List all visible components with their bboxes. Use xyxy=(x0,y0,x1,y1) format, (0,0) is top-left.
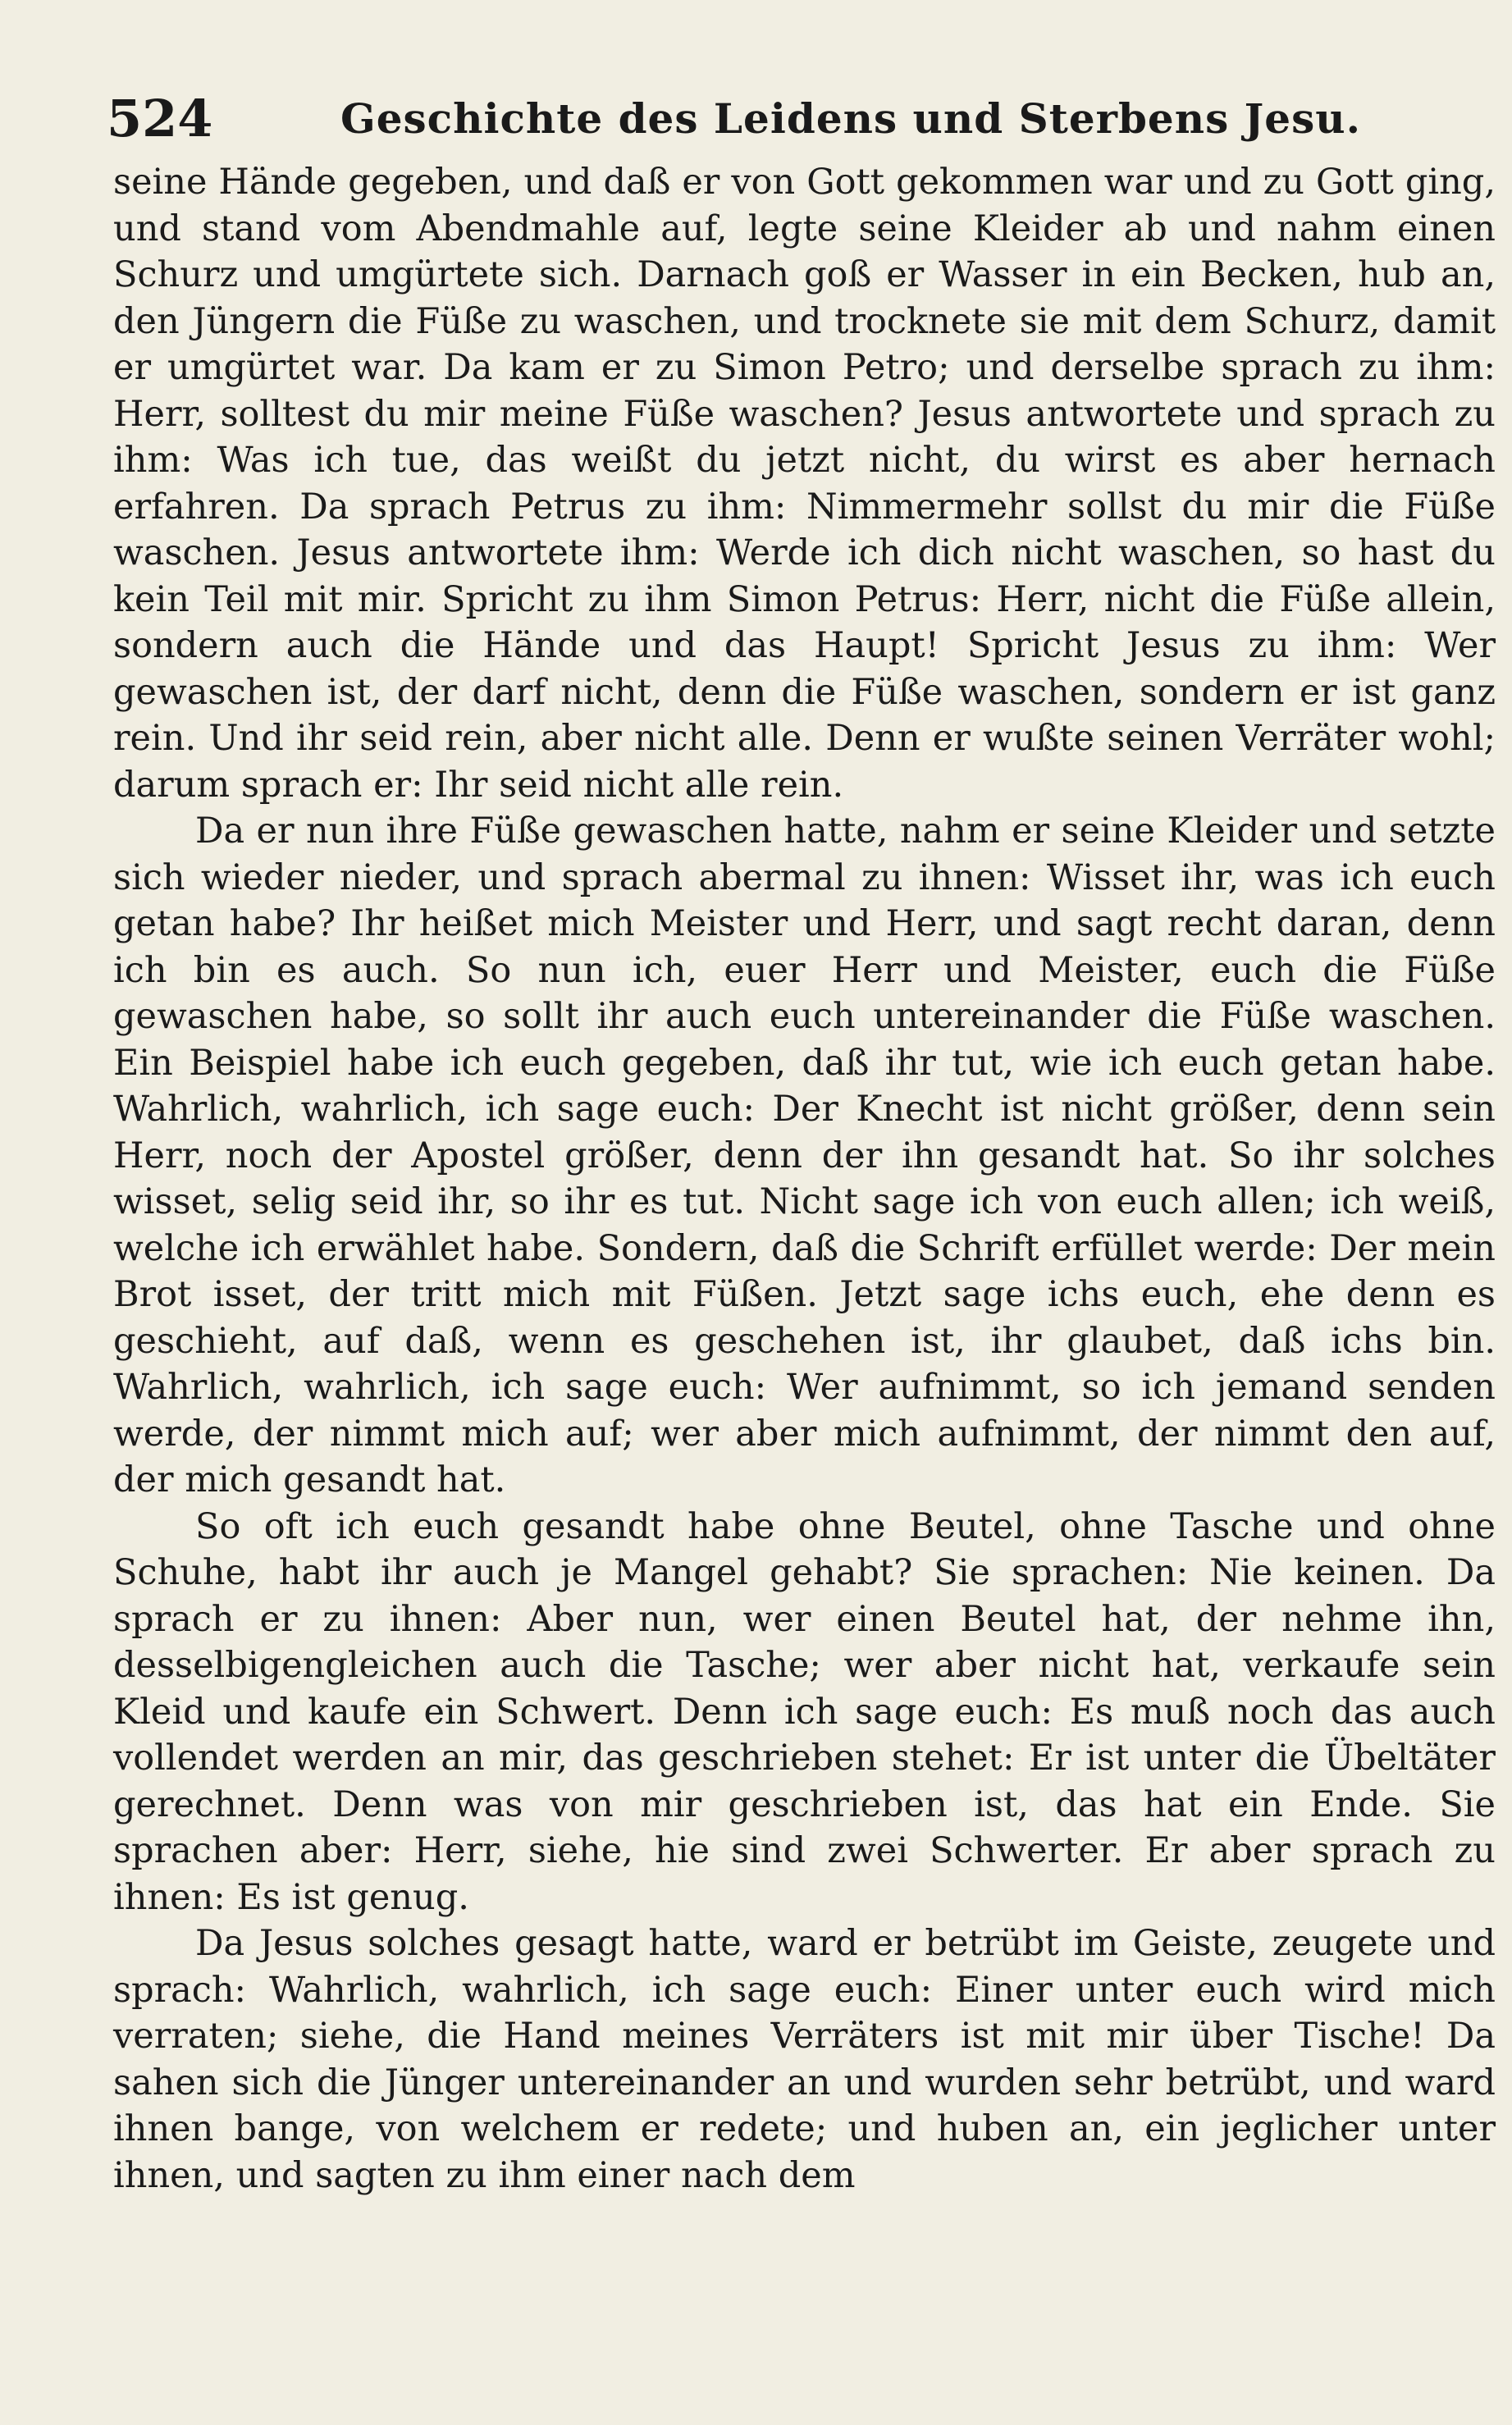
paragraph-4: Da Jesus solches gesagt hatte, ward er betrübt im Geiste, zeugete und sprach: Wahrlich, wahrlich, ich sage euch: Einer unter euch wird mich verraten; siehe, die Hand meines Verräters ist mit mir über Tische! Da sahen sich die Jünger untereinander an und wurden sehr betrübt, und ward ihnen bange, von welchem er redete; und huben an, ein jeglicher unter ihnen, und sagten zu ihm einer nach dem xyxy=(113,1923,1496,2196)
paragraph-1: seine Hände gegeben, und daß er von Gott gekommen war und zu Gott ging, und stand vom Abendmahle auf, legte seine Kleider ab und nahm einen Schurz und umgürtete sich. Darnach goß er Wasser in ein Becken, hub an, den Jüngern die Füße zu waschen, und trocknete sie mit dem Schurz, damit er umgürtet war. Da kam er zu Simon Petro; und derselbe sprach zu ihm: Herr, solltest du mir meine Füße waschen? Jesus antwortete und sprach zu ihm: Was ich tue, das weißt du jetzt nicht, du wirst es aber hernach erfahren. Da sprach Petrus zu ihm: Nimmermehr sollst du mir die Füße waschen. Jesus antwortete ihm: Werde ich dich nicht waschen, so hast du kein Teil mit mir. Spricht zu ihm Simon Petrus: Herr, nicht die Füße allein, sondern auch die Hände und das Haupt! Spricht Jesus zu ihm: Wer gewaschen ist, der darf nicht, denn die Füße waschen, sondern er ist ganz rein. Und ihr seid rein, aber nicht alle. Denn er wußte seinen Verräter wohl; darum sprach er: Ihr seid nicht alle rein. xyxy=(113,162,1496,806)
paragraph-3: So oft ich euch gesandt habe ohne Beutel, ohne Tasche und ohne Schuhe, habt ihr auch je Mangel gehabt? Sie sprachen: Nie keinen. Da sprach er zu ihnen: Aber nun, wer einen Beutel hat, der nehme ihn, desselbigengleichen auch die Tasche; wer aber nicht hat, verkaufe sein Kleid und kaufe ein Schwert. Denn ich sage euch: Es muß noch das auch vollendet werden an mir, das geschrieben stehet: Er ist unter die Übeltäter gerechnet. Denn was von mir geschrieben ist, das hat ein Ende. Sie sprachen aber: Herr, siehe, hie sind zwei Schwerter. Er aber sprach zu ihnen: Es ist genug. xyxy=(113,1505,1496,1918)
page-number: 524 xyxy=(107,89,213,148)
paragraph-2: Da er nun ihre Füße gewaschen hatte, nahm er seine Kleider und setzte sich wieder nieder, und sprach abermal zu ihnen: Wisset ihr, was ich euch getan habe? Ihr heißet mich Meister und Herr, und sagt recht daran, denn ich bin es auch. So nun ich, euer Herr und Meister, euch die Füße gewaschen habe, so sollt ihr auch euch untereinander die Füße waschen. Ein Beispiel habe ich euch gegeben, daß ihr tut, wie ich euch getan habe. Wahrlich, wahrlich, ich sage euch: Der Knecht ist nicht größer, denn sein Herr, noch der Apostel größer, denn der ihn gesandt hat. So ihr solches wisset, selig seid ihr, so ihr es tut. Nicht sage ich von euch allen; ich weiß, welche ich erwählet habe. Sondern, daß die Schrift erfüllet werde: Der mein Brot isset, der tritt mich mit Füßen. Jetzt sage ichs euch, ehe denn es geschieht, auf daß, wenn es geschehen ist, ihr glaubet, daß ichs bin. Wahrlich, wahrlich, ich sage euch: Wer aufnimmt, so ich jemand senden werde, der nimmt mich auf; wer aber mich aufnimmt, der nimmt den auf, der mich gesandt hat. xyxy=(113,811,1496,1500)
running-title: Geschichte des Leidens und Sterbens Jesu. xyxy=(340,94,1362,143)
running-head xyxy=(107,86,1485,152)
body-text xyxy=(113,159,1496,2199)
